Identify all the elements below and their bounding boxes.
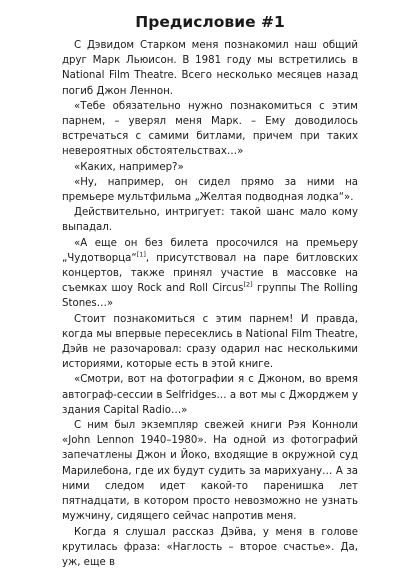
paragraph-8: «Смотри, вот на фотографии я с Джоном, во время автограф-сессии в Selfridges… а вот мы с Джорджем у здания Capital Radio…» bbox=[62, 372, 358, 418]
paragraph-9: С ним был экземпляр свежей книги Рэя Конноли «John Lennon 1940–1980». На одной из фотографий запечатлены Джон и Йоко, входящие в окружной суд Марилебона, где их будут судить за марихуану… А за ними следом идет какой-то паренишка лет пятнадцати, в котором просто невозможно не узнать мужчину, сидящего сейчас напротив меня. bbox=[62, 418, 358, 524]
paragraph-6 bbox=[62, 236, 358, 312]
paragraph-7: Стоит познакомиться с этим парнем! И правда, когда мы впервые пересеклись в National Film Theatre, Дэйв не разочаровал: сразу одарил нас несколькими историями, которые есть в этой книге. bbox=[62, 312, 358, 373]
paragraph-6-part-b: , присутствовал на паре битловских концертов, также принял участие в массовке на съемках шоу Rock and Roll Circus bbox=[62, 253, 358, 294]
paragraph-5: Действительно, интригует: такой шанс мало кому выпадал. bbox=[62, 205, 358, 235]
footnote-ref-2[interactable]: [2] bbox=[244, 281, 253, 289]
page-title: Предисловие #1 bbox=[62, 12, 358, 32]
paragraph-3: «Каких, например?» bbox=[62, 160, 358, 175]
paragraph-4: «Ну, например, он сидел прямо за ними на премьере мультфильма „Желтая подводная лодка“». bbox=[62, 175, 358, 205]
footnote-ref-1[interactable]: [1] bbox=[137, 250, 146, 258]
paragraph-6-part-c: группы The Rolling Stones…» bbox=[62, 283, 358, 309]
paragraph-1: С Дэвидом Старком меня познакомил наш общий друг Марк Льюисон. В 1981 году мы встретились в National Film Theatre. Всего несколько месяцев назад погиб Джон Леннон. bbox=[62, 38, 358, 99]
paragraph-2: «Тебе обязательно нужно познакомиться с этим парнем, – уверял меня Марк. – Ему доводилось встречаться с самими битлами, причем при таких невероятных обстоятельствах…» bbox=[62, 99, 358, 160]
paragraph-10: Когда я слушал рассказ Дэйва, у меня в голове крутилась фраза: «Наглость – второе счастье». Да, уж, еще в bbox=[62, 525, 358, 570]
paragraph-6-part-a: «А еще он без билета просочился на премьеру „Чудотворца“ bbox=[62, 238, 358, 264]
